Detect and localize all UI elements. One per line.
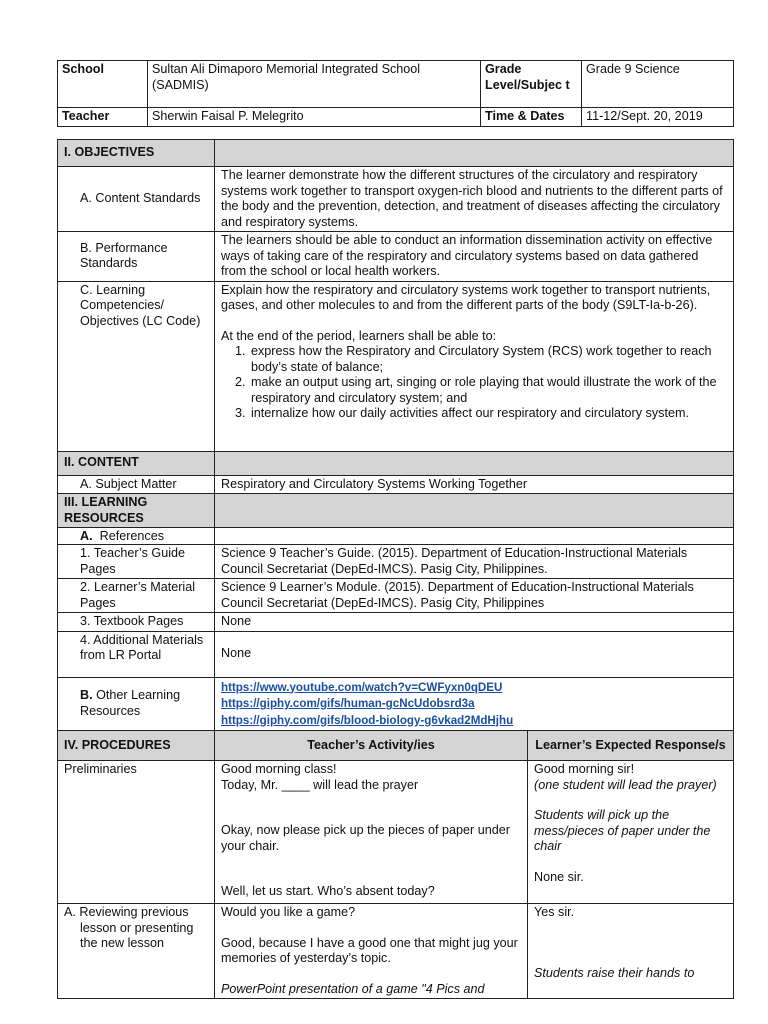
content-standards-text: The learner demonstrate how the different structures of the circulatory and respiratory systems work together to transport oxygen-rich blood and nutrients to the different parts of the body and the prevention, detection, and treatment of diseases affecting the circulatory and respiratory systems. [215, 167, 734, 232]
teacher-value: Sherwin Faisal P. Melegrito [148, 108, 481, 127]
teacher-line: Well, let us start. Who’s absent today? [221, 884, 435, 898]
school-value: Sultan Ali Dimaporo Memorial Integrated School (SADMIS) [148, 61, 481, 108]
learners-material-label: 2. Learner’s Material Pages [58, 579, 215, 613]
performance-standards-text: The learners should be able to conduct an information dissemination activity on effective ways of taking care of the respiratory and circulatory systems based on data gathered from the school or local health workers. [215, 232, 734, 282]
reviewing-teacher [215, 904, 528, 999]
teacher-line: Good morning class! [221, 762, 337, 776]
subject-matter-label: A. Subject Matter [58, 475, 215, 494]
giphy-blood-link[interactable]: https://giphy.com/gifs/blood-biology-g6vkad2MdHjhu [221, 713, 514, 727]
references-label-text: References [99, 529, 164, 543]
objective-item: 3. internalize how our daily activities affect our respiratory and circulatory system. [249, 406, 727, 422]
procedures-title: IV. PROCEDURES [58, 731, 215, 761]
learning-competencies-text: Explain how the respiratory and circulatory systems work together to transport nutrients, gases, and other molecules to and from the different parts of the body (S9LT-Ia-b-26). [221, 282, 711, 312]
giphy-human-link[interactable]: https://giphy.com/gifs/human-gcNcUdobsrd3a [221, 697, 475, 710]
other-resources-prefix: B. [80, 688, 93, 703]
learner-line: Students raise their hands to [534, 965, 695, 980]
preliminaries-learner [528, 761, 734, 904]
preliminaries-label: Preliminaries [58, 761, 215, 904]
teacher-line: Okay, now please pick up the pieces of paper under your chair. [221, 823, 510, 853]
teacher-activity-header: Teacher’s Activity/ies [215, 731, 528, 761]
additional-materials-label: 4. Additional Materials from LR Portal [58, 631, 215, 677]
other-resources-label [58, 677, 215, 731]
content-title-fill [215, 451, 734, 475]
objectives-title-fill [215, 140, 734, 167]
textbook-pages-value: None [215, 613, 734, 632]
preliminaries-teacher [215, 761, 528, 904]
reviewing-lesson-label: A. Reviewing previous lesson or presenting the new lesson [58, 904, 215, 999]
learning-competencies-intro: At the end of the period, learners shall be able to: [221, 328, 497, 343]
teacher-line: Today, Mr. ____ will lead the prayer [221, 777, 419, 792]
time-label: Time & Dates [481, 108, 582, 127]
teachers-guide-value: Science 9 Teacher’s Guide. (2015). Department of Education-Instructional Materials Council Secretariat (DepEd-IMCS). Pasig City, Philippines. [215, 545, 734, 579]
performance-standards-label: B. Performance Standards [58, 232, 215, 282]
youtube-link[interactable]: https://www.youtube.com/watch?v=CWFyxn0qDEU [221, 680, 503, 694]
content-standards-label: A. Content Standards [58, 167, 215, 232]
teachers-guide-label: 1. Teacher’s Guide Pages [58, 545, 215, 579]
teacher-line: Would you like a game? [221, 905, 356, 919]
learner-line: Good morning sir! [534, 762, 635, 776]
references-prefix: A. [80, 529, 93, 543]
other-resources-label-text: Other Learning Resources [80, 688, 181, 718]
learning-resources-title: III. LEARNING RESOURCES [58, 494, 215, 528]
objectives-title: I. OBJECTIVES [58, 140, 215, 167]
objectives-list [221, 344, 727, 422]
learning-competencies-cell [215, 281, 734, 451]
learning-competencies-label: C. Learning Competencies/ Objectives (LC Code) [58, 281, 215, 451]
objective-item: 1. express how the Respiratory and Circulatory System (RCS) work together to reach body’s state of balance; [249, 344, 727, 375]
time-value: 11-12/Sept. 20, 2019 [582, 108, 734, 127]
lesson-plan-table [57, 139, 734, 999]
learning-resources-title-fill [215, 494, 734, 528]
reviewing-learner [528, 904, 734, 999]
grade-value: Grade 9 Science [582, 61, 734, 108]
learners-material-value: Science 9 Learner’s Module. (2015). Department of Education-Instructional Materials Council Secretariat (DepEd-IMCS). Pasig City, Philippines [215, 579, 734, 613]
additional-materials-value: None [215, 631, 734, 677]
textbook-pages-label: 3. Textbook Pages [58, 613, 215, 632]
teacher-label: Teacher [58, 108, 148, 127]
subject-matter-value: Respiratory and Circulatory Systems Working Together [215, 475, 734, 494]
teacher-line: PowerPoint presentation of a game "4 Pics and [221, 981, 485, 996]
other-resources-links [215, 677, 734, 731]
learner-line: Students will pick up the mess/pieces of paper under the chair [534, 808, 711, 853]
objective-item: 2. make an output using art, singing or role playing that would illustrate the work of the respiratory and circulatory system; and [249, 375, 727, 406]
learner-line: None sir. [534, 869, 584, 884]
references-label [58, 528, 215, 545]
header-table [57, 60, 734, 127]
grade-label: Grade Level/Subjec t [481, 61, 582, 108]
teacher-line: Good, because I have a good one that might jug your memories of yesterday’s topic. [221, 935, 518, 965]
learner-line: Yes sir. [534, 905, 575, 919]
learner-response-header: Learner’s Expected Response/s [528, 731, 734, 761]
content-title: II. CONTENT [58, 451, 215, 475]
school-label: School [58, 61, 148, 108]
learner-line: (one student will lead the prayer) [534, 777, 717, 792]
references-fill [215, 528, 734, 545]
